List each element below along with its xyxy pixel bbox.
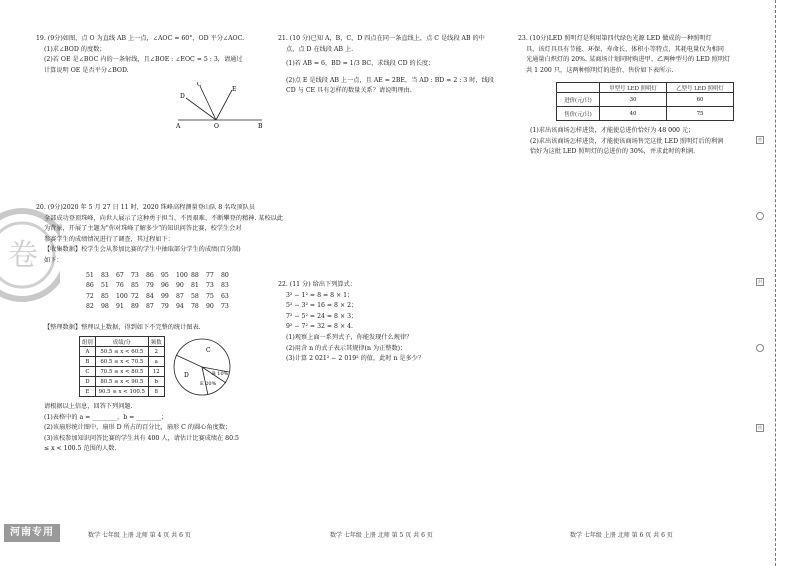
led-cell: 进价(元/只) <box>557 93 600 107</box>
q22-line: (1)观察上面一系列式子，你能发现什么规律？ <box>286 333 413 341</box>
score-row <box>86 302 236 312</box>
freq-cell: E <box>80 387 96 397</box>
score-value: 73 <box>206 282 214 290</box>
q22-line: 3² − 1² = 8 = 8 × 1； <box>286 291 354 299</box>
q23-line: 光通量白炽灯的 20%. 某商场计划同时购进甲、乙两种型号的 LED 照明灯 <box>526 56 731 64</box>
freq-header: 成绩/分 <box>95 337 148 347</box>
fig-label-d: D <box>180 93 185 100</box>
pie-chart <box>170 335 234 399</box>
freq-cell: 50.5 ≤ x < 60.5 <box>95 347 148 357</box>
q21-line: (1)若 AB = 6，BD = 1/3 BC，求线段 CD 的长度； <box>286 60 435 68</box>
freq-cell: 80.5 ≤ x < 90.5 <box>95 377 148 387</box>
footer-page-4: 数学 七年级 上册 北师 第 4 页 共 6 页 <box>88 532 191 539</box>
freq-cell: a <box>148 357 164 367</box>
score-value: 86 <box>146 272 154 279</box>
binding-dash-line <box>775 0 776 566</box>
led-header: 乙型号 LED 照明灯 <box>667 83 734 93</box>
freq-cell: 8 <box>148 387 164 397</box>
binding-hole <box>756 344 764 352</box>
score-value: 83 <box>101 272 109 279</box>
q19-line: (2)若 OE 是∠BOC 内的一条射线，且∠BOE : ∠EOC = 5 : 3，请通过 <box>44 56 243 64</box>
score-value: 87 <box>176 292 184 300</box>
score-value: 83 <box>221 282 229 290</box>
led-cell: 60 <box>667 93 734 107</box>
q23-after-line: (1)求出该商场怎样进货，才能使总进价恰好为 48 000 元； <box>530 127 695 134</box>
score-value: 85 <box>131 282 139 290</box>
q22-line: (3)计算 2 021² − 2 019² 的值，此时 n 是多少？ <box>286 355 425 363</box>
question-22 <box>278 280 424 365</box>
pie-label-d: D <box>184 372 189 379</box>
question-21 <box>278 34 494 97</box>
q22-line: 9² − 7² = 32 = 8 × 4. <box>286 323 354 331</box>
pie-label-c: C <box>206 347 211 354</box>
q23-line: 23. (10分)LED 照明灯是利用第四代绿色光源 LED 做成的一种照明灯 <box>518 35 712 42</box>
fig-label-e: E <box>232 86 237 93</box>
q20-line: 如下： <box>44 256 63 264</box>
q20-questions <box>36 402 239 455</box>
q20-after-line: (3)该校参加知识问答比赛的学生共有 400 人，请估计比赛成绩在 80.5 <box>44 434 239 442</box>
score-value: 100 <box>116 292 128 300</box>
freq-cell: b <box>148 377 164 387</box>
q23-line: 共 1 200 只，这两种照明灯的进价、售价如下表所示. <box>526 66 674 74</box>
q20-organize <box>44 323 201 334</box>
led-cell: 售价(元/只) <box>557 107 600 121</box>
q20-line: 参赛学生的成绩情况进行了调查，其过程如下： <box>44 235 174 243</box>
q21-line: CD 与 CE 具有怎样的数量关系？请说明理由. <box>286 87 412 95</box>
score-value: 72 <box>131 292 139 300</box>
led-header <box>557 83 600 93</box>
pie-label-e: E 20% <box>200 381 217 387</box>
score-value: 81 <box>191 282 199 290</box>
score-value: 76 <box>116 282 124 290</box>
score-value: 79 <box>146 282 154 290</box>
q21-line: 点，点 D 在线段 AB 上. <box>286 45 354 53</box>
freq-cell: 90.5 ≤ x < 100.5 <box>95 387 148 397</box>
q19-figure <box>170 82 270 132</box>
led-cell: 30 <box>600 93 667 107</box>
question-20 <box>36 203 283 267</box>
freq-cell: 70.5 ≤ x < 80.5 <box>95 367 148 377</box>
score-value: 67 <box>116 272 124 279</box>
q22-line: 7² − 5² = 24 = 8 × 3； <box>286 312 358 320</box>
score-value: 95 <box>161 272 169 279</box>
binding-mark: 线 <box>758 425 762 430</box>
score-value: 86 <box>86 282 94 290</box>
q22-line: 22. (11 分) 给出下列算式： <box>278 281 356 288</box>
q20-after-line: ≤ x < 100.5 范围的人数. <box>44 445 117 453</box>
score-grid <box>86 271 236 313</box>
score-value: 78 <box>191 303 199 311</box>
score-value: 72 <box>86 292 94 300</box>
freq-cell: 2 <box>148 347 164 357</box>
q19-line: 19. (9分)如图，点 O 为直线 AB 上一点，∠AOC = 60°，OD 平分∠AOC. <box>36 35 245 42</box>
score-value: 85 <box>101 292 109 300</box>
score-value: 84 <box>146 292 154 300</box>
binding-mark: 封 <box>758 279 762 284</box>
q20-after-line: (2)该扇形统计图中，扇形 D 所占的百分比，扇形 C 的圆心角度数； <box>44 424 232 432</box>
q19-line: 计算说明 OE 是否平分∠BOD. <box>44 66 129 74</box>
footer-page-6: 数学 七年级 上册 北师 第 6 页 共 6 页 <box>570 532 673 539</box>
score-value: 80 <box>221 272 229 279</box>
q19-line: (1)求∠BOD 的度数； <box>44 45 106 53</box>
footer-page-5: 数学 七年级 上册 北师 第 5 页 共 6 页 <box>330 532 433 539</box>
frequency-table <box>79 336 165 397</box>
score-value: 79 <box>161 303 169 311</box>
binding-mark: 密 <box>758 137 762 142</box>
q20-after-line: (1)表格中的 a = ________，b = ________； <box>44 413 168 421</box>
freq-cell: D <box>80 377 96 387</box>
led-cell: 75 <box>667 107 734 121</box>
fig-label-a: A <box>176 123 181 130</box>
score-value: 82 <box>86 303 94 311</box>
q23-after-line: 恰好为这批 LED 照明灯的总进价的 30%，并求此时的利润. <box>530 148 696 156</box>
fig-label-b: B <box>258 123 263 130</box>
q20-line: 为背景，开展了主题为"你对珠峰了解多少"的知识问答比赛，校学生会对 <box>44 225 242 233</box>
led-cell: 40 <box>600 107 667 121</box>
score-row <box>86 281 236 291</box>
score-value: 89 <box>131 303 139 311</box>
score-value: 100 <box>176 272 188 279</box>
score-value: 96 <box>161 282 169 290</box>
led-price-table <box>556 82 734 121</box>
score-value: 94 <box>176 303 184 311</box>
q20-line: 【收集数据】校学生会从参加比赛的学生中抽取部分学生的成绩(百分制) <box>44 246 241 254</box>
freq-header: 组别 <box>80 337 96 347</box>
score-value: 58 <box>191 292 199 300</box>
score-value: 51 <box>86 272 94 279</box>
q20-line: 20. (9分)2020 年 5 月 27 日 11 时，2020 珠峰高程测量登山队 8 名攻顶队员 <box>36 204 256 211</box>
score-value: 63 <box>221 292 229 300</box>
score-value: 99 <box>161 292 169 300</box>
score-row <box>86 271 236 281</box>
freq-cell: B <box>80 357 96 367</box>
svg-text:卷: 卷 <box>8 238 38 273</box>
q20-after-line: 请根据以上信息，回答下列问题. <box>44 403 133 410</box>
score-value: 90 <box>176 282 184 290</box>
score-value: 75 <box>206 292 214 300</box>
q23-questions <box>530 126 723 158</box>
led-header: 甲型号 LED 照明灯 <box>600 83 667 93</box>
pie-divider <box>176 355 202 367</box>
score-value: 88 <box>191 272 199 279</box>
score-value: 90 <box>206 303 214 311</box>
q22-line: (2)用含 n 的式子表示其规律(n 为正整数)； <box>286 344 407 352</box>
pie-label-b: B 10% <box>212 371 229 377</box>
q23-after-line: (2)求出该商场怎样进货，才能使该商场售完这批 LED 照明灯后的利润 <box>530 137 724 145</box>
question-19 <box>36 34 244 76</box>
q21-line: (2)点 E 是线段 AB 上一点，且 AE = 2BE，当 AD : BD = 2 : 3 时，线段 <box>286 76 494 84</box>
score-value: 87 <box>146 303 154 311</box>
score-value: 77 <box>206 272 214 279</box>
q23-line: 具，该灯具具有节能、环保、寿命长、体积小等特点，其耗电量仅为相同 <box>526 45 724 53</box>
q20-organize-line: 【整理数据】整理以上数据，得到如下不完整的统计图表. <box>44 324 201 331</box>
score-value: 98 <box>101 303 109 311</box>
fig-label-c: C <box>197 82 202 88</box>
freq-header: 频数 <box>148 337 164 347</box>
fig-label-o: O <box>214 123 219 130</box>
question-23 <box>518 34 730 76</box>
score-value: 73 <box>131 272 139 279</box>
region-badge: 河南专用 <box>4 524 60 542</box>
freq-cell: 12 <box>148 367 164 377</box>
freq-cell: A <box>80 347 96 357</box>
binding-hole <box>756 212 764 220</box>
score-value: 51 <box>101 282 109 290</box>
q22-line: 5² − 3² = 16 = 8 × 2； <box>286 302 358 310</box>
freq-cell: C <box>80 367 96 377</box>
freq-cell: 60.5 ≤ x < 70.5 <box>95 357 148 367</box>
score-value: 73 <box>221 303 229 311</box>
q20-line: 全部成功登顶珠峰，向世人展示了这种勇于担当、不畏艰难、不断攀登的精神. 某校以此 <box>44 214 284 222</box>
score-row <box>86 292 236 302</box>
score-value: 91 <box>116 303 124 311</box>
q21-line: 21. (10 分)已知 A，B，C，D 四点在同一条直线上，点 C 是线段 AB 的中 <box>278 35 485 42</box>
